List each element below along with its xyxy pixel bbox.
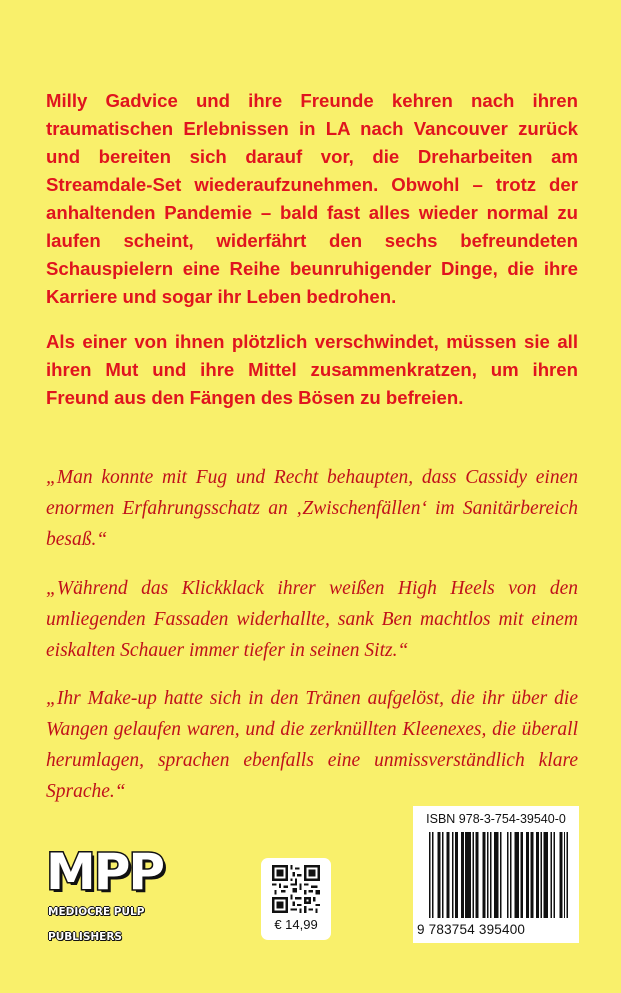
barcode-bar bbox=[497, 832, 498, 918]
barcode-bar bbox=[483, 832, 484, 918]
barcode-bar bbox=[567, 832, 568, 918]
barcode-bar bbox=[559, 832, 560, 918]
barcode-bar bbox=[472, 832, 473, 918]
quote-2: „Während das Klickklack ihrer weißen High Heels von den umliegenden Fassaden widerhallte, sank Ben machtlos mit einem eiskalten Schauer immer tiefer in seinen Sitz.“ bbox=[46, 578, 578, 661]
barcode-bar bbox=[490, 832, 491, 918]
barcode-bar bbox=[462, 832, 463, 918]
isbn-digits: 9 783754 395400 bbox=[417, 922, 526, 937]
barcode-bar bbox=[514, 832, 515, 918]
barcode-bar bbox=[554, 832, 555, 918]
barcode-bar bbox=[551, 832, 552, 918]
barcode-bar bbox=[468, 832, 469, 918]
barcode-bar bbox=[528, 832, 529, 918]
barcode-bar bbox=[507, 832, 508, 918]
barcode-bar bbox=[532, 832, 533, 918]
barcode-bar bbox=[543, 832, 544, 918]
barcode-bar bbox=[484, 832, 485, 918]
blurb-paragraph-2: Als einer von ihnen plötzlich verschwindet, müssen sie all ihren Mut und ihre Mittel zusammenkratzen, um ihren Freund aus den Fängen des Bösen zu befreien. bbox=[46, 331, 578, 408]
barcode-bar bbox=[465, 832, 466, 918]
barcode-bar bbox=[510, 832, 511, 918]
barcode-bar bbox=[522, 832, 523, 918]
barcode-bar bbox=[467, 832, 468, 918]
isbn-barcode-box bbox=[413, 806, 579, 943]
barcode-bar bbox=[470, 832, 471, 918]
quote-1: „Man konnte mit Fug und Recht behaupten, dass Cassidy einen enormen Erfahrungsschatz an ‚Zwischenfällen‘ im Sanitärbereich besaß.“ bbox=[46, 467, 578, 550]
barcode-bar bbox=[517, 832, 518, 918]
barcode-bar bbox=[496, 832, 497, 918]
barcode-bar bbox=[429, 832, 430, 918]
barcode-bar bbox=[461, 832, 462, 918]
barcode-bar bbox=[526, 832, 527, 918]
barcode-bar bbox=[500, 832, 501, 918]
barcode-bar bbox=[564, 832, 565, 918]
barcode-bar bbox=[477, 832, 478, 918]
barcode-bar bbox=[561, 832, 562, 918]
qr-code-icon bbox=[272, 865, 320, 913]
barcode-bar bbox=[455, 832, 456, 918]
barcode-bar bbox=[487, 832, 488, 918]
barcode-bar bbox=[516, 832, 517, 918]
barcode-bar bbox=[520, 832, 521, 918]
barcode-bar bbox=[538, 832, 539, 918]
barcode-bar bbox=[452, 832, 453, 918]
barcode-bar bbox=[448, 832, 449, 918]
barcode-bar bbox=[475, 832, 476, 918]
barcode-bar bbox=[536, 832, 537, 918]
barcode-icon bbox=[429, 832, 571, 918]
price-label: € 14,99 bbox=[274, 917, 318, 932]
barcode-bar bbox=[438, 832, 439, 918]
barcode-bar bbox=[530, 832, 531, 918]
quote-3: „Ihr Make-up hatte sich in den Tränen aufgelöst, die ihr über die Wangen gelaufen waren, und die zerknüllten Kleenexes, die überall herumlagen, sprachen ebenfalls eine unmissverständlich klare Sprache.“ bbox=[46, 688, 578, 802]
isbn-label: ISBN 978-3-754-39540-0 bbox=[426, 812, 566, 826]
logo-mark: MPP bbox=[46, 843, 164, 901]
barcode-bar bbox=[432, 832, 433, 918]
publisher-logo bbox=[46, 845, 171, 955]
logo-line-2: PUBLISHERS bbox=[48, 931, 122, 943]
price-box bbox=[261, 858, 331, 940]
barcode-bar bbox=[541, 832, 542, 918]
barcode-bar bbox=[442, 832, 443, 918]
barcode-bar bbox=[546, 832, 547, 918]
logo-line-1: MEDIOCRE PULP bbox=[48, 906, 145, 918]
barcode-bar bbox=[446, 832, 447, 918]
barcode-bar bbox=[457, 832, 458, 918]
blurb-paragraph-1: Milly Gadvice und ihre Freunde kehren nach ihren traumatischen Erlebnissen in LA nach Vancouver zurück und bereiten sich darauf vor, die Dreharbeiten am Streamdale-Set wiederaufzunehmen. Obwohl – trotz der anhaltenden Pandemie – bald fast alles wieder normal zu laufen scheint, widerfährt den sechs befreundeten Schauspielern eine Reihe beunruhigender Dinge, die ihre Karriere und sogar ihr Leben bedrohen. bbox=[46, 90, 578, 307]
barcode-bar bbox=[545, 832, 546, 918]
barcode-bar bbox=[439, 832, 440, 918]
barcode-bar bbox=[494, 832, 495, 918]
